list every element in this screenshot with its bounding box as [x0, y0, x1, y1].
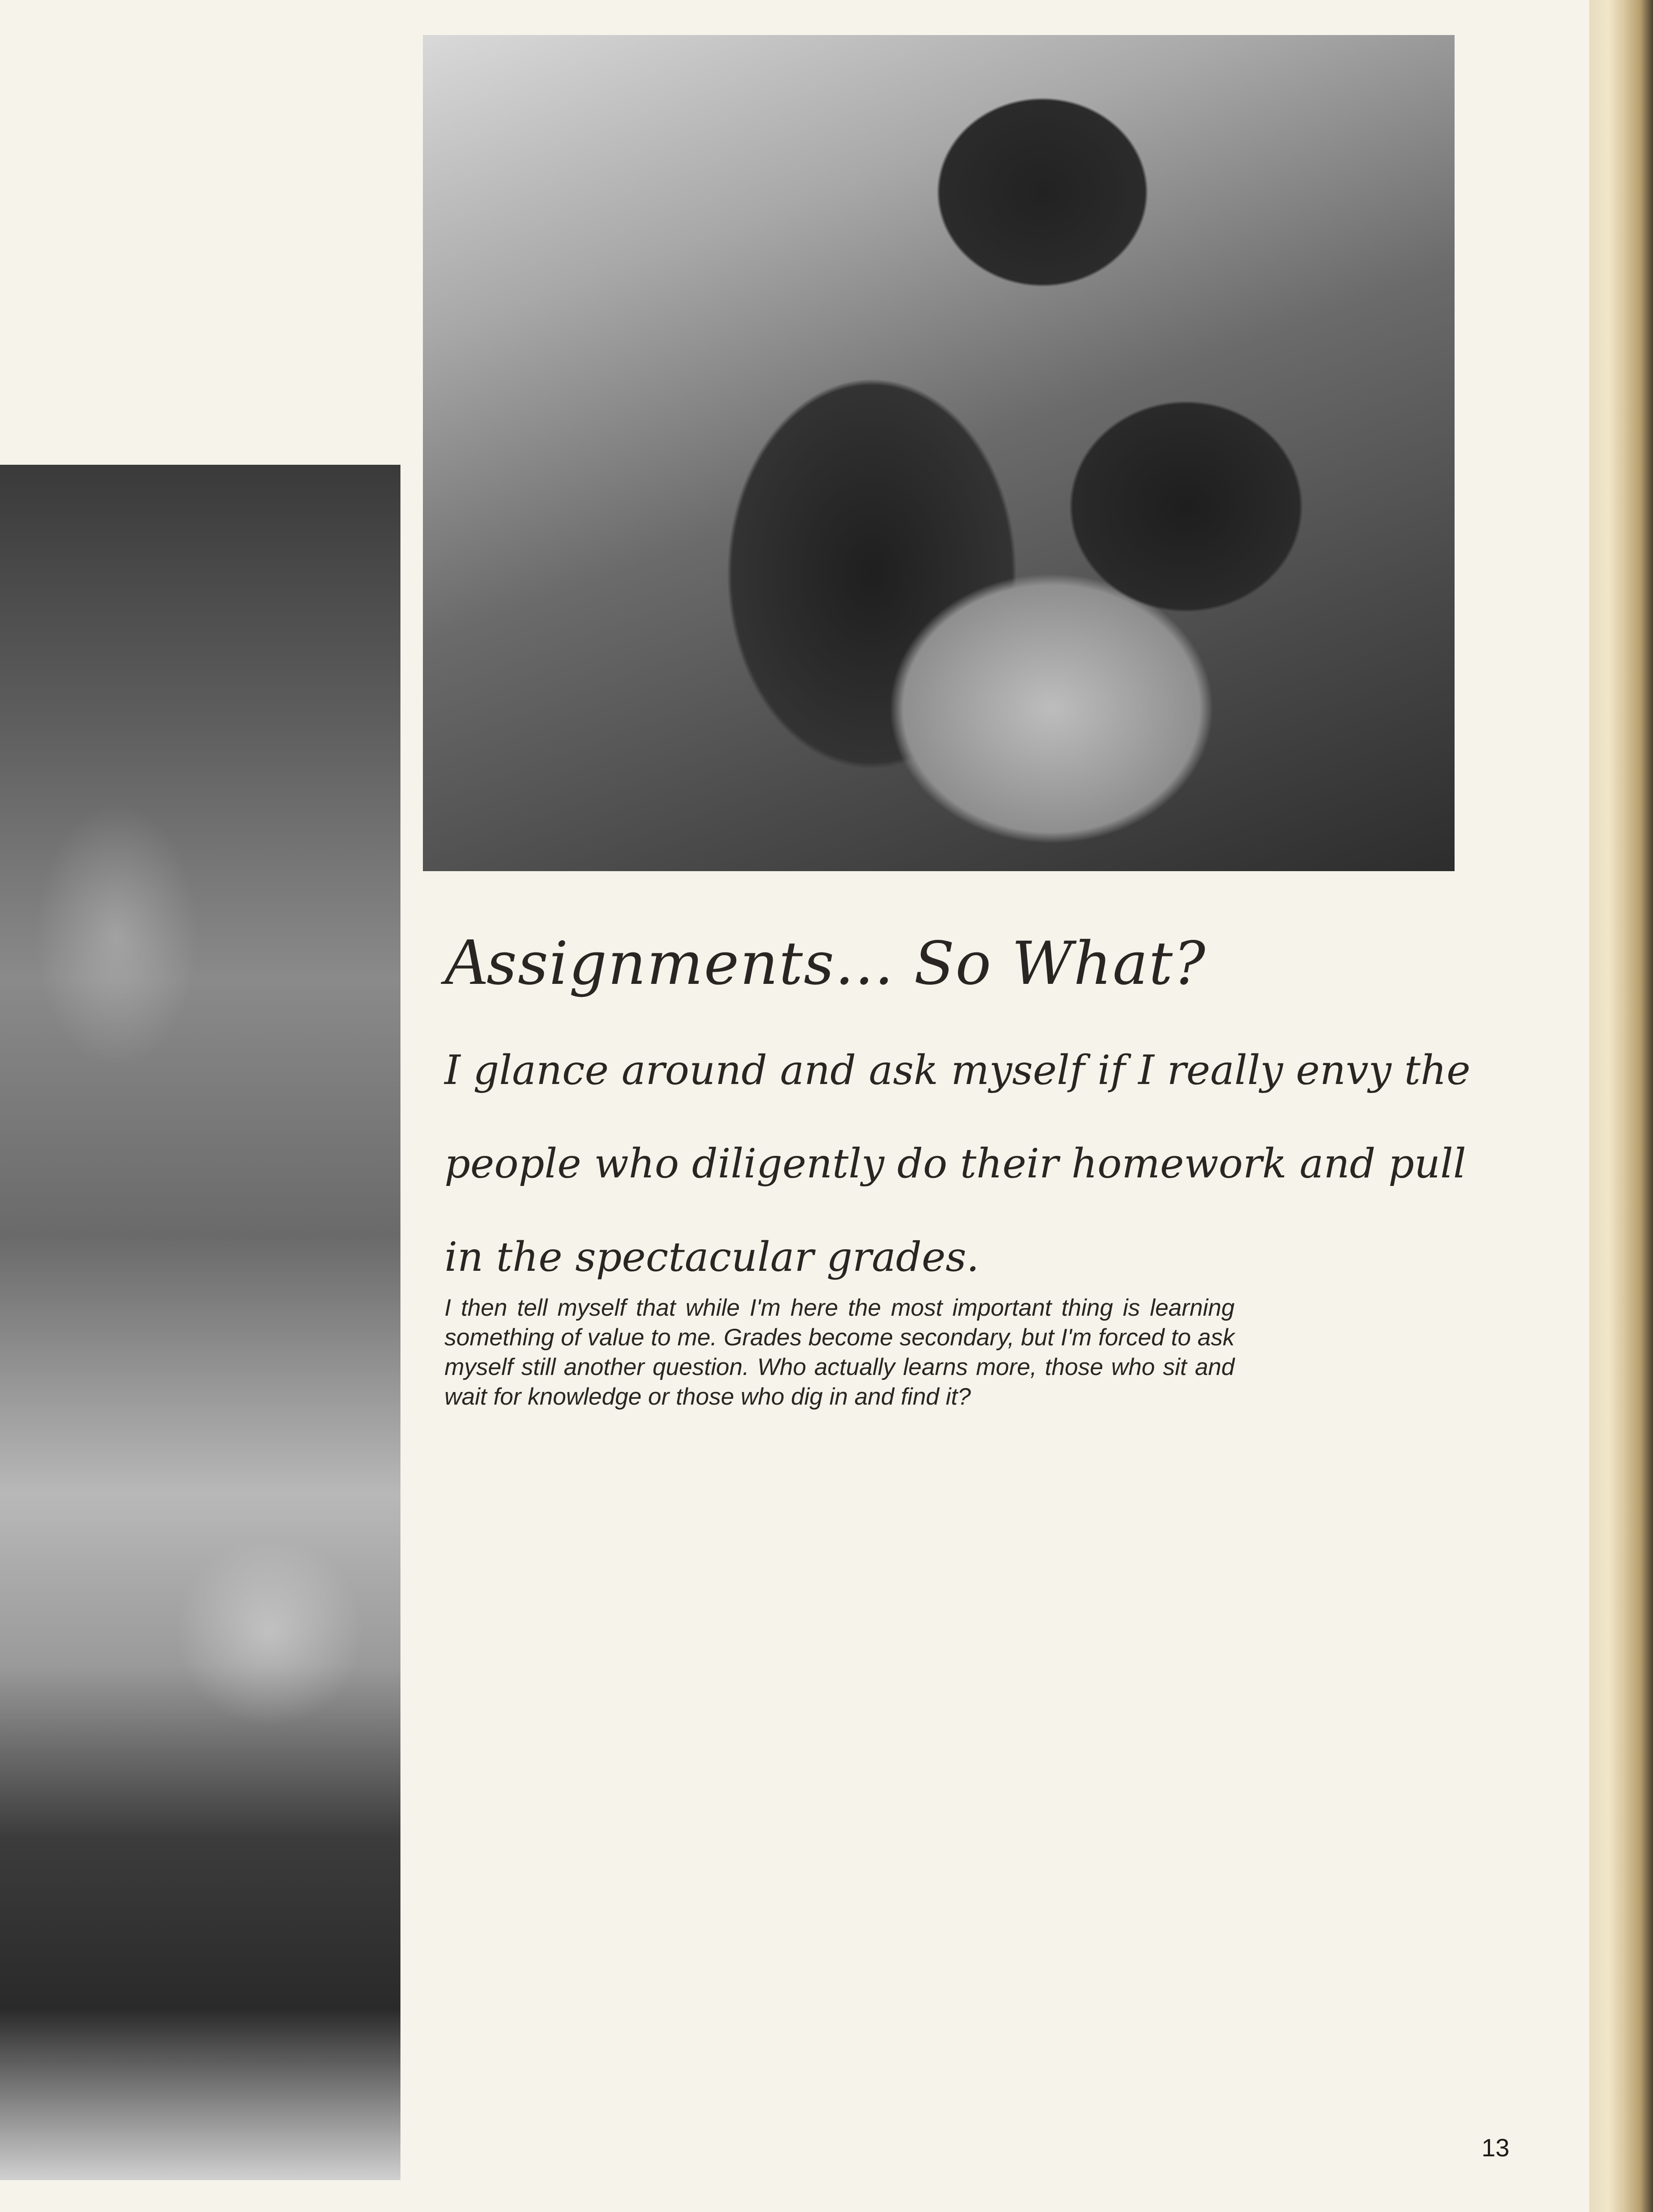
heading-initial: A [444, 924, 487, 999]
heading-rest: ssignments... So What? [486, 929, 1206, 998]
lead-paragraph: I glance around and ask myself if I really envy the people who diligently do their homework and pull in the spectacular grades. [444, 1047, 1471, 1281]
classroom-photo-left [0, 465, 400, 2180]
page-number: 13 [1482, 2133, 1510, 2162]
book-binding-edge [1589, 0, 1653, 2212]
page-heading [444, 923, 1432, 1000]
students-studying-photo [423, 35, 1455, 871]
body-paragraph: I then tell myself that while I'm here the most important thing is learning something of value to me. Grades become secondary, but I'm forced to ask myself still another question. Who actually learns more, those who sit and wait for knowledge or those who dig in and find it? [444, 1295, 1235, 1410]
